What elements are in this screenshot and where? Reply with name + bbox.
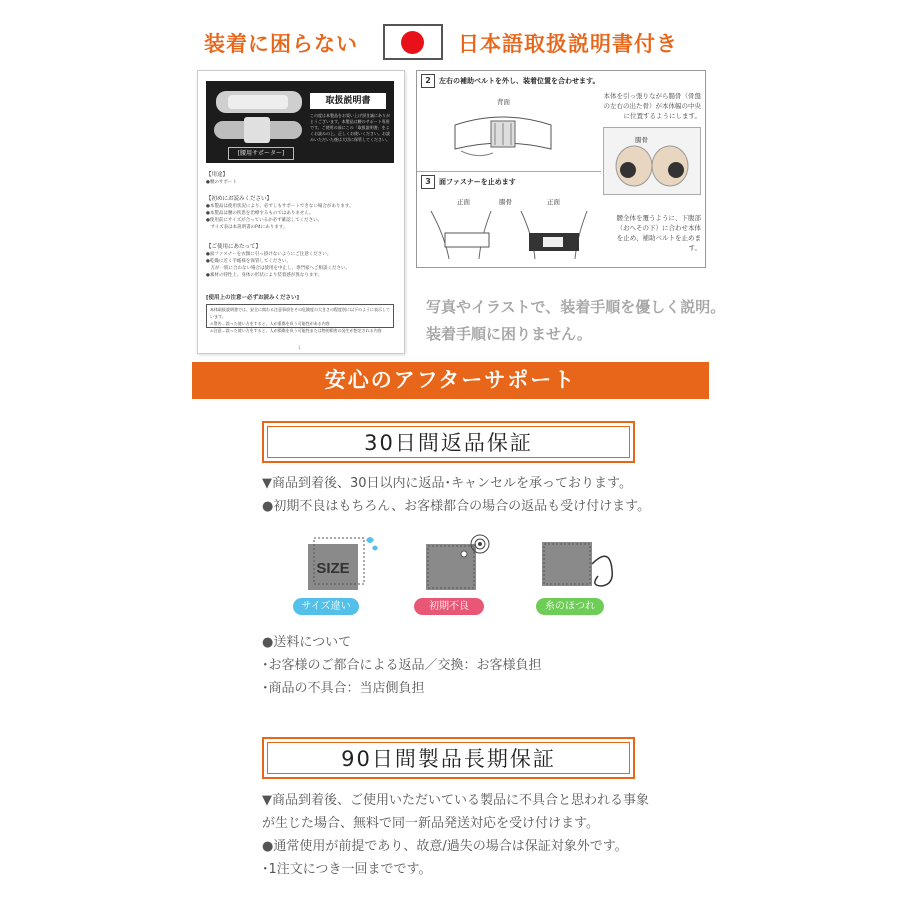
hip-bone-photo: [603, 127, 701, 195]
manual-intro: この度は本製品をお買い上げ頂き誠にありがとうございます。本製品は腰のサポート専用です。ご使用の前にこの「取扱説明書」をよくお読みの上、正しくお使いください。お読みいただいた後は大切に保管してください。: [310, 113, 390, 142]
back-label: 背面: [497, 98, 510, 106]
section-line: サイズ表は本説明書のP4にあります。: [206, 225, 288, 230]
section-line: ●使用前にサイズが合っているか必ず確認してください。: [206, 218, 323, 223]
section-line: ●素材の特性上、身体の形状により装着感が異なります。: [206, 273, 323, 278]
chip-initial-defect: 初期不良: [414, 598, 484, 615]
chip-loose-thread: 糸のほつれ: [536, 598, 604, 615]
guarantee-30-title-box: [262, 421, 635, 463]
belt-front-illustration: [425, 207, 595, 263]
belt-back-illustration: [447, 107, 559, 163]
section-line: ●面ファスナーを衣類に引っ掛けないようにご注意ください。: [206, 252, 332, 257]
page-number: 1: [298, 345, 301, 350]
warning-head: [使用上の注意ー必ずお読みください]: [206, 295, 300, 301]
guarantee-30-title: 30日間返品保証: [267, 426, 630, 458]
manual-section-usage: [206, 171, 237, 186]
bone-label: 腸骨: [499, 198, 512, 206]
warning-box: [206, 304, 394, 333]
step-title: 面ファスナーを止めます: [439, 178, 516, 186]
guarantee-90-title: 90日間製品長期保証: [267, 742, 630, 774]
japan-flag-icon: [383, 24, 443, 60]
step3-text: 腰全体を覆うように、下腹部 （おへその下）に合わせ本体 を止め、補助ベルトを止めま す。: [616, 214, 701, 252]
section-line: ●本製品は腰の疾患を治療するものではありません。: [206, 211, 314, 216]
step2-text: 本体を引っ張りながら腸骨（骨盤 の左右の出た骨）が本体幅の中央 に位置するようにします。: [603, 92, 701, 120]
guarantee-90-title-box: [262, 737, 635, 779]
instruction-caption: 写真やイラストで、装着手順を優しく説明。 装着手順に困りません。: [426, 298, 726, 343]
after-support-banner: 安心のアフターサポート: [192, 362, 709, 399]
front-label: 正面: [547, 198, 560, 206]
manual-title: 取扱説明書: [310, 93, 386, 109]
header-right-text: 日本語取扱説明書付き: [458, 32, 678, 56]
manual-cover: [206, 81, 394, 163]
step-title: 左右の補助ベルトを外し、装着位置を合わせます。: [439, 77, 600, 85]
section-head: 【初めにお読みください】: [206, 196, 273, 202]
section-line: 万が一肌に合わない場合は使用を中止し、専門家へご相談ください。: [206, 266, 350, 271]
manual-section-read-first: [206, 195, 354, 231]
warning-line: 本体取扱説明書では、安全に関わる注意事項をその危険度の大きさの程度別に以下のように表示しています。: [210, 307, 390, 319]
warning-line: ⚠注意…誤った使い方をすると、人が損傷を負う可能性または物的損害の発生が想定される内容: [210, 328, 382, 333]
step-panel: [416, 70, 706, 268]
manual-product-label: [腰用サポーター]: [228, 147, 294, 160]
section-line: ●本製品は使用状況により、必ずしもサポートできない場合があります。: [206, 204, 354, 209]
bone-label: 腸骨: [635, 136, 648, 144]
front-label: 正面: [457, 198, 470, 206]
guarantee-90-text: ▼商品到着後、ご使用いただいている製品に不具合と思われる事象 が生じた場合、無料で同一新品発送対応を受け付けます。 ●通常使用が前提であり、故意/過失の場合は保証対象外です。 ･1注文につき一回までです。: [262, 793, 649, 877]
header-left-text: 装着に困らない: [204, 32, 358, 56]
warning-line: ⚠警告…誤った使い方をすると、人が重傷を負う可能性がある内容: [210, 321, 330, 326]
section-head: 【ご使用にあたって】: [206, 244, 262, 250]
initial-defect-icon: [420, 530, 500, 598]
size-text: SIZE: [316, 560, 350, 577]
manual-section-usage-notes: [206, 243, 350, 279]
chip-size-mismatch: サイズ違い: [293, 598, 359, 615]
section-head: 【用途】: [206, 172, 229, 178]
section-line: ●乾燥に近く手帳様を保管してください。: [206, 259, 291, 264]
manual-page: [197, 70, 405, 354]
guarantee-30-text: ▼商品到着後、30日以内に返品･キャンセルを承っております。 ●初期不良はもちろん、お客様都合の場合の返品も受け付けます。: [262, 476, 651, 514]
manual-warning: [206, 293, 394, 333]
step-number: 2: [421, 74, 435, 88]
shipping-text: ●送料について ･お客様のご都合による返品／交換：お客様負担 ･商品の不具合：当店側負担: [262, 635, 542, 696]
size-mismatch-icon: [300, 530, 384, 598]
section-line: ●腰のサポート: [206, 180, 237, 185]
step-number: 3: [421, 175, 435, 189]
loose-thread-icon: [538, 536, 618, 598]
